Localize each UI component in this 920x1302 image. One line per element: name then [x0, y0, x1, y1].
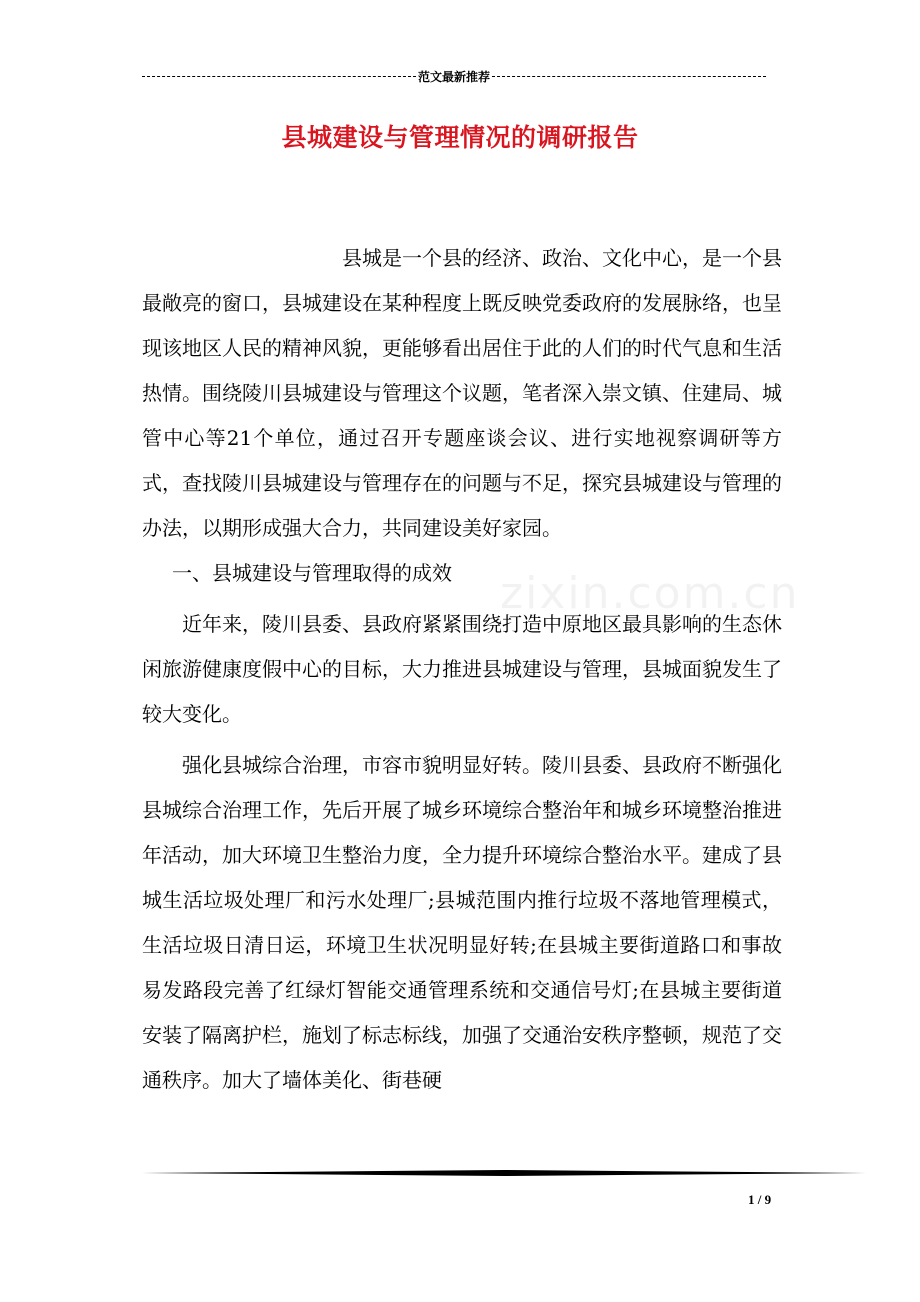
footer-divider — [142, 1170, 866, 1176]
header-dash-left — [142, 76, 416, 77]
watermark: zixin.com.cn — [500, 568, 800, 619]
header-dash-right — [492, 76, 766, 77]
page-number: 1 / 9 — [748, 1192, 772, 1207]
intro-paragraph: 县城是一个县的经济、政治、文化中心，是一个县最敞亮的窗口，县城建设在某种程度上既反映党委政府的发展脉络，也呈现该地区人民的精神风貌，更能够看出居住于此的人们的时代气息和生活热情。围绕陵川县城建设与管理这个议题，笔者深入崇文镇、住建局、城管中心等21个单位，通过召开专题座谈会议、进行实地视察调研等方式，查找陵川县城建设与管理存在的问题与不足，探究县城建设与管理的办法，以期形成强大合力，共同建设美好家园。 — [142, 246, 782, 540]
section-heading: 一、县城建设与管理取得的成效 — [172, 561, 452, 585]
document-title: 县城建设与管理情况的调研报告 — [281, 123, 639, 152]
page-header — [142, 66, 766, 86]
header-label: 范文最新推荐 — [418, 69, 491, 84]
body-paragraph: 近年来，陵川县委、县政府紧紧围绕打造中原地区最具影响的生态休闲旅游健康度假中心的目标，大力推进县城建设与管理，县城面貌发生了较大变化。 — [142, 612, 782, 726]
document-body — [142, 236, 782, 1103]
body-paragraph: 强化县城综合治理，市容市貌明显好转。陵川县委、县政府不断强化县城综合治理工作，先后开展了城乡环境综合整治年和城乡环境整治推进年活动，加大环境卫生整治力度，全力提升环境综合整治水平。建成了县城生活垃圾处理厂和污水处理厂;县城范围内推行垃圾不落地管理模式，生活垃圾日清日运，环境卫生状况明显好转;在县城主要街道路口和事故易发路段完善了红绿灯智能交通管理系统和交通信号灯;在县城主要街道安装了隔离护栏，施划了标志标线，加强了交通治安秩序整顿，规范了交通秩序。加大了墙体美化、街巷硬 — [142, 753, 782, 1092]
